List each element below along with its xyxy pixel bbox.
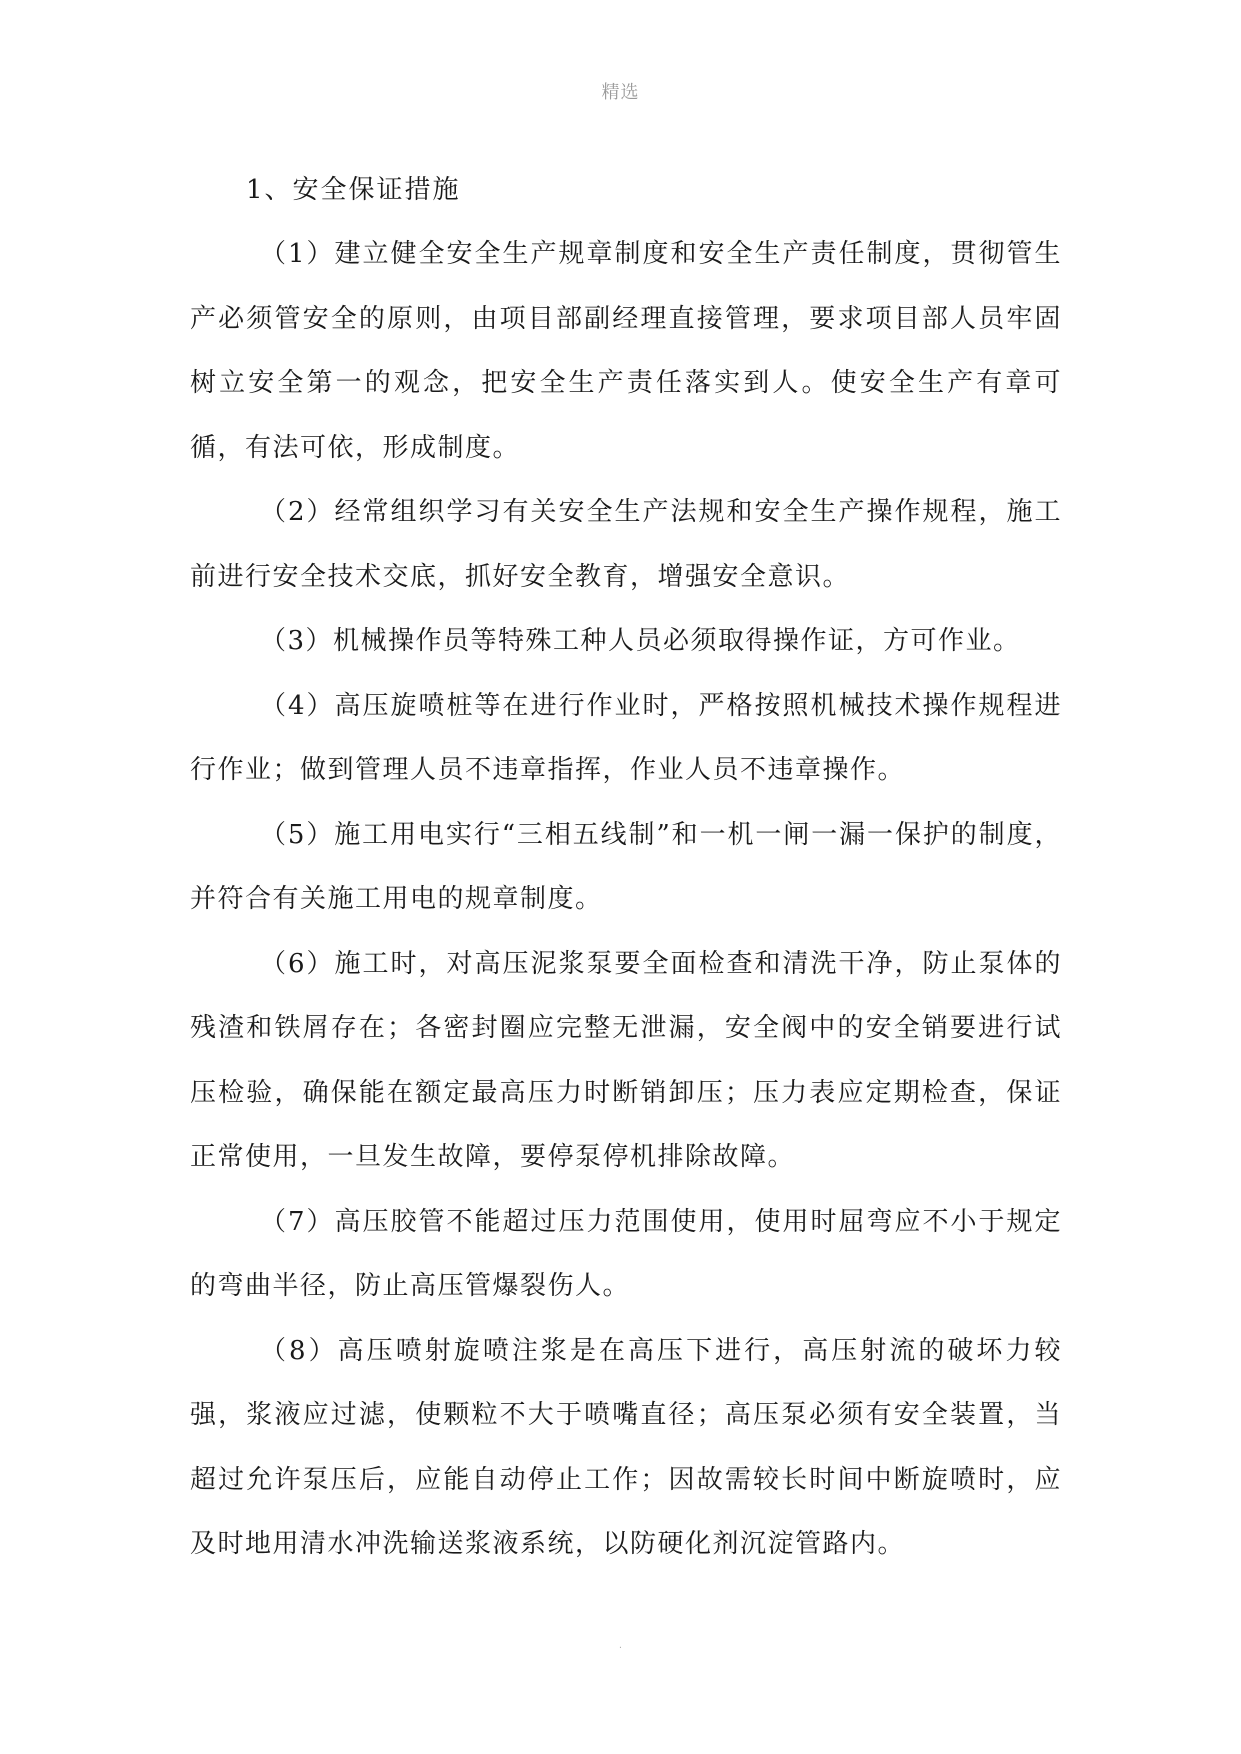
paragraph-6: （6）施工时，对高压泥浆泵要全面检查和清洗干净，防止泵体的残渣和铁屑存在；各密封圈应完整无泄漏，安全阀中的安全销要进行试压检验，确保能在额定最高压力时断销卸压；压力表应定期检查，保证正常使用，一旦发生故障，要停泵停机排除故障。 bbox=[190, 948, 1062, 1172]
paragraph-7: （7）高压胶管不能超过压力范围使用，使用时屈弯应不小于规定的弯曲半径，防止高压管爆裂伤人。 bbox=[190, 1206, 1062, 1301]
section-title: 1、安全保证措施 bbox=[246, 175, 461, 205]
page-footer-mark: . bbox=[618, 1640, 623, 1651]
page-header-watermark: 精选 bbox=[601, 82, 640, 103]
paragraph-2: （2）经常组织学习有关安全生产法规和安全生产操作规程，施工前进行安全技术交底，抓好安全教育，增强安全意识。 bbox=[190, 497, 1062, 592]
paragraph-5: （5）施工用电实行“三相五线制”和一机一闸一漏一保护的制度，并符合有关施工用电的规章制度。 bbox=[190, 819, 1062, 914]
paragraph-1: （1）建立健全安全生产规章制度和安全生产责任制度，贯彻管生产必须管安全的原则，由项目部副经理直接管理，要求项目部人员牢固树立安全第一的观念，把安全生产责任落实到人。使安全生产有章可循，有法可依，形成制度。 bbox=[190, 239, 1062, 463]
paragraph-3: （3）机械操作员等特殊工种人员必须取得操作证，方可作业。 bbox=[260, 626, 1021, 656]
paragraph-8: （8）高压喷射旋喷注浆是在高压下进行，高压射流的破坏力较强，浆液应过滤，使颗粒不大于喷嘴直径；高压泵必须有安全装置，当超过允许泵压后，应能自动停止工作；因故需较长时间中断旋喷时，应及时地用清水冲洗输送浆液系统，以防硬化剂沉淀管路内。 bbox=[190, 1335, 1062, 1559]
paragraph-4: （4）高压旋喷桩等在进行作业时，严格按照机械技术操作规程进行作业；做到管理人员不违章指挥，作业人员不违章操作。 bbox=[190, 690, 1062, 785]
document-body bbox=[190, 158, 1062, 1577]
